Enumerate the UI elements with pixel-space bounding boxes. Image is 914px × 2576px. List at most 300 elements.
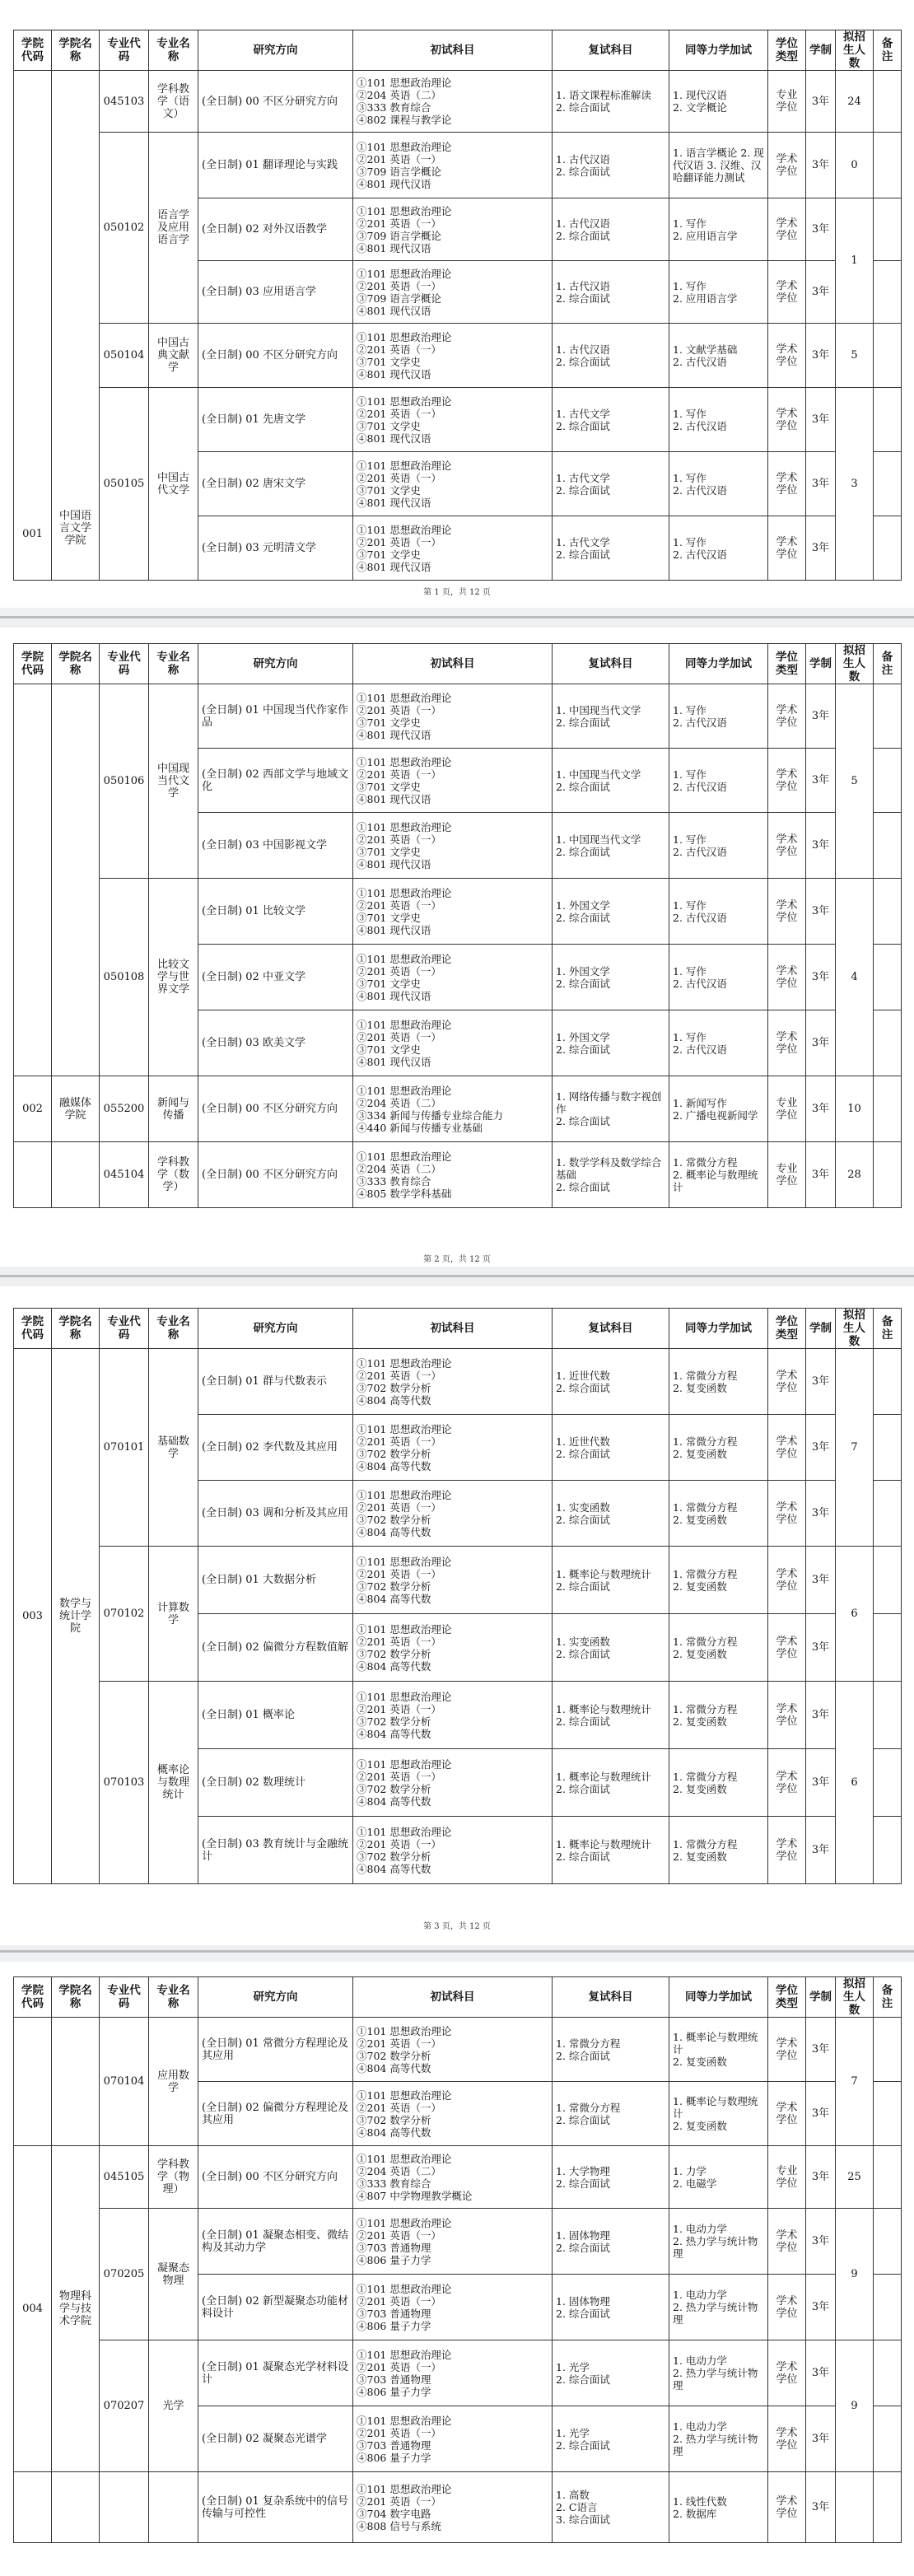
header-research-direction: 研究方向 — [198, 1977, 353, 2018]
research-direction: (全日制) 02 西部文学与地域文化 — [198, 749, 353, 813]
duration: 3年 — [806, 2406, 836, 2472]
degree-type: 专业学位 — [768, 1076, 806, 1142]
table-row — [14, 324, 902, 388]
equivalent-test: 1. 电动力学 2. 热力学与统计物理 — [669, 2340, 768, 2406]
research-direction: (全日制) 02 数理统计 — [198, 1749, 353, 1817]
duration: 3年 — [806, 388, 836, 452]
exam-subjects: ①101 思想政治理论 ②201 英语（一） ③709 语言学概论 ④801 现代汉语 — [353, 198, 553, 261]
research-direction: (全日制) 00 不区分研究方向 — [198, 1142, 353, 1208]
exam-subjects: ①101 思想政治理论 ②201 英语（一） ③703 普通物理 ④806 量子力学 — [353, 2275, 553, 2340]
header-college-name: 学院名称 — [52, 1309, 100, 1349]
equivalent-test: 1. 写作 2. 古代汉语 — [669, 945, 768, 1010]
research-direction: (全日制) 03 调和分析及其应用 — [198, 1481, 353, 1547]
retest-subjects: 1. 大学物理 2. 综合面试 — [553, 2146, 669, 2209]
retest-subjects: 1. 概率论与数理统计 2. 综合面试 — [553, 1817, 669, 1884]
major-name: 学科教学（物理） — [149, 2146, 198, 2209]
major-name: 应用数学 — [149, 2018, 198, 2146]
header-retest-subjects: 复试科目 — [553, 644, 669, 684]
equivalent-test: 1. 写作 2. 古代汉语 — [669, 452, 768, 516]
duration: 3年 — [806, 2146, 836, 2209]
degree-type: 学术学位 — [768, 324, 806, 388]
duration: 3年 — [806, 1349, 836, 1415]
major-name: 光学 — [149, 2340, 198, 2472]
exam-subjects: ①101 思想政治理论 ②201 英语（一） ③702 数学分析 ④804 高等代数 — [353, 1547, 553, 1614]
equivalent-test: 1. 常微分方程 2. 复变函数 — [669, 1614, 768, 1682]
header-duration: 学制 — [806, 30, 836, 71]
major-name-next — [149, 2472, 198, 2543]
major-code: 070207 — [100, 2340, 149, 2472]
exam-subjects: ①101 思想政治理论 ②204 英语（二） ③333 教育综合 ④802 课程与教学论 — [353, 71, 553, 133]
page-footer: 第 3 页，共 12 页 — [423, 1922, 491, 1931]
header-major-name: 专业名称 — [149, 1309, 198, 1349]
remark — [874, 133, 902, 198]
retest-subjects: 1. 实变函数 2. 综合面试 — [553, 1614, 669, 1682]
header-remark: 备注 — [874, 1309, 902, 1349]
quota: 28 — [836, 1142, 874, 1208]
header-college-name: 学院名称 — [52, 30, 100, 71]
degree-type: 学术学位 — [768, 879, 806, 945]
retest-subjects: 1. 近世代数 2. 综合面试 — [553, 1415, 669, 1481]
remark — [874, 452, 902, 516]
header-college-code: 学院代码 — [14, 644, 52, 684]
remark — [874, 1614, 902, 1682]
major-code: 050102 — [100, 133, 149, 324]
duration: 3年 — [806, 71, 836, 133]
header-duration: 学制 — [806, 644, 836, 684]
degree-type: 专业学位 — [768, 2146, 806, 2209]
degree-type: 专业学位 — [768, 71, 806, 133]
research-direction: (全日制) 02 新型凝聚态功能材料设计 — [198, 2275, 353, 2340]
equivalent-test: 1. 力学 2. 电磁学 — [669, 2146, 768, 2209]
exam-subjects: ①101 思想政治理论 ②201 英语（一） ③701 文学史 ④801 现代汉语 — [353, 684, 553, 749]
header-equivalent-test: 同等力学加试 — [669, 30, 768, 71]
degree-type: 学术学位 — [768, 1817, 806, 1884]
degree-type: 学术学位 — [768, 516, 806, 581]
retest-subjects: 1. 古代汉语 2. 综合面试 — [553, 261, 669, 324]
research-direction: (全日制) 02 对外汉语教学 — [198, 198, 353, 261]
quota: 6 — [836, 1682, 874, 1884]
quota: 4 — [836, 879, 874, 1076]
equivalent-test: 1. 写作 2. 古代汉语 — [669, 879, 768, 945]
duration: 3年 — [806, 261, 836, 324]
exam-subjects: ①101 思想政治理论 ②201 英语（一） ③701 文学史 ④801 现代汉语 — [353, 324, 553, 388]
major-code: 050105 — [100, 388, 149, 581]
remark — [874, 879, 902, 945]
header-degree-type: 学位类型 — [768, 30, 806, 71]
equivalent-test: 1. 常微分方程 2. 复变函数 — [669, 1749, 768, 1817]
exam-subjects: ①101 思想政治理论 ②201 英语（一） ③702 数学分析 ④804 高等代数 — [353, 2082, 553, 2146]
major-code: 045105 — [100, 2146, 149, 2209]
degree-type: 学术学位 — [768, 198, 806, 261]
equivalent-test: 1. 常微分方程 2. 复变函数 — [669, 1547, 768, 1614]
remark — [874, 1415, 902, 1481]
major-name: 概率论与数理统计 — [149, 1682, 198, 1884]
quota: 10 — [836, 1076, 874, 1142]
equivalent-test: 1. 新闻写作 2. 广播电视新闻学 — [669, 1076, 768, 1142]
header-duration: 学制 — [806, 1309, 836, 1349]
exam-subjects: ①101 思想政治理论 ②201 英语（一） ③702 数学分析 ④804 高等代数 — [353, 1349, 553, 1415]
retest-subjects: 1. 概率论与数理统计 2. 综合面试 — [553, 1547, 669, 1614]
retest-subjects: 1. 中国现当代文学 2. 综合面试 — [553, 749, 669, 813]
remark — [874, 2340, 902, 2406]
retest-subjects: 1. 古代汉语 2. 综合面试 — [553, 133, 669, 198]
college-code: 001 — [14, 71, 52, 581]
equivalent-test: 1. 常微分方程 2. 复变函数 — [669, 1817, 768, 1884]
header-exam-subjects: 初试科目 — [353, 1309, 553, 1349]
equivalent-test: 1. 写作 2. 古代汉语 — [669, 516, 768, 581]
equivalent-test: 1. 常微分方程 2. 概率论与数理统计 — [669, 1142, 768, 1208]
header-equivalent-test: 同等力学加试 — [669, 1977, 768, 2018]
remark — [874, 2082, 902, 2146]
duration: 3年 — [806, 198, 836, 261]
degree-type: 学术学位 — [768, 1547, 806, 1614]
remark — [874, 1010, 902, 1076]
duration: 3年 — [806, 1682, 836, 1749]
research-direction: (全日制) 01 中国现当代作家作品 — [198, 684, 353, 749]
duration: 3年 — [806, 2340, 836, 2406]
header-remark: 备注 — [874, 1977, 902, 2018]
degree-type: 学术学位 — [768, 133, 806, 198]
retest-subjects: 1. 古代文学 2. 综合面试 — [553, 388, 669, 452]
remark — [874, 749, 902, 813]
table-row — [14, 71, 902, 133]
research-direction: (全日制) 00 不区分研究方向 — [198, 324, 353, 388]
research-direction: (全日制) 02 偏微分方程数值解 — [198, 1614, 353, 1682]
header-row — [14, 30, 902, 71]
exam-subjects: ①101 思想政治理论 ②201 英语（一） ③701 文学史 ④801 现代汉语 — [353, 749, 553, 813]
table-row — [14, 388, 902, 452]
major-name: 中国古代文学 — [149, 388, 198, 581]
research-direction: (全日制) 01 凝聚态相变、微结构及其动力学 — [198, 2209, 353, 2275]
research-direction: (全日制) 01 先唐文学 — [198, 388, 353, 452]
exam-subjects: ①101 思想政治理论 ②201 英语（一） ③703 普通物理 ④806 量子力学 — [353, 2340, 553, 2406]
duration: 3年 — [806, 684, 836, 749]
research-direction: (全日制) 01 群与代数表示 — [198, 1349, 353, 1415]
remark — [874, 1349, 902, 1415]
table-row — [14, 1142, 902, 1208]
equivalent-test: 1. 电动力学 2. 热力学与统计物理 — [669, 2406, 768, 2472]
retest-subjects: 1. 近世代数 2. 综合面试 — [553, 1349, 669, 1415]
header-remark: 备注 — [874, 644, 902, 684]
degree-type: 学术学位 — [768, 388, 806, 452]
quota: 3 — [836, 388, 874, 581]
degree-type: 学术学位 — [768, 1010, 806, 1076]
header-row — [14, 1309, 902, 1349]
equivalent-test: 1. 语言学概论 2. 现代汉语 3. 汉维、汉哈翻译能力测试 — [669, 133, 768, 198]
research-direction: (全日制) 00 不区分研究方向 — [198, 71, 353, 133]
exam-subjects: ①101 思想政治理论 ②204 英语（二） ③333 教育综合 ④807 中学物理教学概论 — [353, 2146, 553, 2209]
major-name: 中国古典文献学 — [149, 324, 198, 388]
major-code: 050106 — [100, 684, 149, 879]
retest-subjects: 1. 数学学科及数学综合基础 2. 综合面试 — [553, 1142, 669, 1208]
major-code: 050108 — [100, 879, 149, 1076]
exam-subjects: ①101 思想政治理论 ②201 英语（一） ③709 语言学概论 ④801 现代汉语 — [353, 133, 553, 198]
header-major-name: 专业名称 — [149, 1977, 198, 2018]
remark — [874, 261, 902, 324]
remark — [874, 1817, 902, 1884]
major-code: 070205 — [100, 2209, 149, 2340]
retest-subjects: 1. 实变函数 2. 综合面试 — [553, 1481, 669, 1547]
college-name-next — [52, 2472, 100, 2543]
major-name: 中国现当代文学 — [149, 684, 198, 879]
page-footer: 第 1 页，共 12 页 — [423, 588, 491, 597]
header-research-direction: 研究方向 — [198, 1309, 353, 1349]
header-equivalent-test: 同等力学加试 — [669, 1309, 768, 1349]
degree-type: 学术学位 — [768, 2406, 806, 2472]
duration: 3年 — [806, 133, 836, 198]
retest-subjects: 1. 常微分方程 2. 综合面试 — [553, 2018, 669, 2082]
quota: 7 — [836, 1349, 874, 1547]
equivalent-test: 1. 概率论与数理统计 2. 复变函数 — [669, 2018, 768, 2082]
duration: 3年 — [806, 2018, 836, 2082]
retest-subjects: 1. 概率论与数理统计 2. 综合面试 — [553, 1749, 669, 1817]
retest-subjects: 1. 光学 2. 综合面试 — [553, 2340, 669, 2406]
table-row — [14, 2146, 902, 2209]
major-code: 070102 — [100, 1547, 149, 1682]
college-name: 数学与统计学院 — [52, 1349, 100, 1884]
equivalent-test: 1. 电动力学 2. 热力学与统计物理 — [669, 2275, 768, 2340]
exam-subjects: ①101 思想政治理论 ②201 英语（一） ③701 文学史 ④801 现代汉语 — [353, 388, 553, 452]
duration: 3年 — [806, 1817, 836, 1884]
header-retest-subjects: 复试科目 — [553, 1977, 669, 2018]
retest-subjects: 1. 古代汉语 2. 综合面试 — [553, 198, 669, 261]
header-major-code: 专业代码 — [100, 1309, 149, 1349]
equivalent-test: 1. 现代汉语 2. 文学概论 — [669, 71, 768, 133]
remark — [874, 2146, 902, 2209]
equivalent-test: 1. 写作 2. 应用语言学 — [669, 198, 768, 261]
remark — [874, 2018, 902, 2082]
page-separator — [0, 1275, 914, 1277]
retest-subjects: 1. 外国文学 2. 综合面试 — [553, 945, 669, 1010]
header-exam-subjects: 初试科目 — [353, 644, 553, 684]
degree-type: 学术学位 — [768, 813, 806, 879]
equivalent-test: 1. 写作 2. 应用语言学 — [669, 261, 768, 324]
exam-subjects: ①101 思想政治理论 ②201 英语（一） ③709 语言学概论 ④801 现代汉语 — [353, 261, 553, 324]
quota: 5 — [836, 324, 874, 388]
exam-subjects: ①101 思想政治理论 ②201 英语（一） ③704 数字电路 ④808 信号与系统 — [353, 2472, 553, 2543]
table-row — [14, 1682, 902, 1749]
retest-subjects: 1. 中国现当代文学 2. 综合面试 — [553, 684, 669, 749]
research-direction: (全日制) 03 元明清文学 — [198, 516, 353, 581]
duration: 3年 — [806, 1010, 836, 1076]
research-direction: (全日制) 02 偏微分方程理论及其应用 — [198, 2082, 353, 2146]
table-row — [14, 2209, 902, 2275]
retest-subjects: 1. 概率论与数理统计 2. 综合面试 — [553, 1682, 669, 1749]
equivalent-test: 1. 常微分方程 2. 复变函数 — [669, 1481, 768, 1547]
retest-subjects: 1. 网络传播与数字视创作 2. 综合面试 — [553, 1076, 669, 1142]
quota: 24 — [836, 71, 874, 133]
degree-type: 学术学位 — [768, 2275, 806, 2340]
research-direction: (全日制) 01 常微分方程理论及其应用 — [198, 2018, 353, 2082]
retest-subjects: 1. 高数 2. C语言 3. 综合面试 — [553, 2472, 669, 2543]
remark — [874, 2472, 902, 2543]
retest-subjects: 1. 中国现当代文学 2. 综合面试 — [553, 813, 669, 879]
header-quota: 拟招生人数 — [836, 1309, 874, 1349]
duration: 3年 — [806, 2082, 836, 2146]
equivalent-test: 1. 线性代数 2. 数据库 — [669, 2472, 768, 2543]
degree-type: 学术学位 — [768, 2209, 806, 2275]
header-major-code: 专业代码 — [100, 644, 149, 684]
degree-type: 学术学位 — [768, 1415, 806, 1481]
remark — [874, 198, 902, 261]
exam-subjects: ①101 思想政治理论 ②201 英语（一） ③702 数学分析 ④804 高等代数 — [353, 1481, 553, 1547]
research-direction: (全日制) 02 凝聚态光谱学 — [198, 2406, 353, 2472]
equivalent-test: 1. 写作 2. 古代汉语 — [669, 1010, 768, 1076]
page-footer: 第 2 页，共 12 页 — [423, 1255, 491, 1264]
exam-subjects: ①101 思想政治理论 ②201 英语（一） ③702 数学分析 ④804 高等代数 — [353, 2018, 553, 2082]
header-row — [14, 1977, 902, 2018]
major-name: 计算数学 — [149, 1547, 198, 1682]
research-direction: (全日制) 01 概率论 — [198, 1682, 353, 1749]
header-degree-type: 学位类型 — [768, 644, 806, 684]
degree-type: 学术学位 — [768, 1614, 806, 1682]
degree-type: 学术学位 — [768, 261, 806, 324]
table-row — [14, 133, 902, 198]
table-row — [14, 1076, 902, 1142]
equivalent-test: 1. 常微分方程 2. 复变函数 — [669, 1349, 768, 1415]
retest-subjects: 1. 固体物理 2. 综合面试 — [553, 2209, 669, 2275]
header-equivalent-test: 同等力学加试 — [669, 644, 768, 684]
major-code: 070101 — [100, 1349, 149, 1547]
research-direction: (全日制) 00 不区分研究方向 — [198, 1076, 353, 1142]
header-college-code: 学院代码 — [14, 1309, 52, 1349]
research-direction: (全日制) 01 翻译理论与实践 — [198, 133, 353, 198]
degree-type: 学术学位 — [768, 1682, 806, 1749]
research-direction: (全日制) 01 复杂系统中的信号传输与可控性 — [198, 2472, 353, 2543]
degree-type: 学术学位 — [768, 2340, 806, 2406]
duration: 3年 — [806, 2472, 836, 2543]
research-direction: (全日制) 02 中亚文学 — [198, 945, 353, 1010]
major-code: 050104 — [100, 324, 149, 388]
major-name: 比较文学与世界文学 — [149, 879, 198, 1076]
header-retest-subjects: 复试科目 — [553, 30, 669, 71]
header-retest-subjects: 复试科目 — [553, 1309, 669, 1349]
header-college-code: 学院代码 — [14, 30, 52, 71]
remark — [874, 388, 902, 452]
header-college-code: 学院代码 — [14, 1977, 52, 2018]
major-name: 凝聚态物理 — [149, 2209, 198, 2340]
duration: 3年 — [806, 945, 836, 1010]
duration: 3年 — [806, 1547, 836, 1614]
retest-subjects: 1. 古代文学 2. 综合面试 — [553, 516, 669, 581]
header-major-name: 专业名称 — [149, 30, 198, 71]
degree-type: 学术学位 — [768, 749, 806, 813]
duration: 3年 — [806, 749, 836, 813]
duration: 3年 — [806, 1614, 836, 1682]
research-direction: (全日制) 01 大数据分析 — [198, 1547, 353, 1614]
remark — [874, 945, 902, 1010]
college-code-continued — [14, 2018, 52, 2146]
research-direction: (全日制) 01 比较文学 — [198, 879, 353, 945]
quota: 6 — [836, 1547, 874, 1682]
table-row — [14, 1349, 902, 1415]
college-name-continued — [52, 2018, 100, 2146]
header-quota: 拟招生人数 — [836, 1977, 874, 2018]
header-row — [14, 644, 902, 684]
college-name-next — [52, 1142, 100, 1208]
catalog-table-page-2 — [13, 643, 902, 1208]
header-major-name: 专业名称 — [149, 644, 198, 684]
remark — [874, 2406, 902, 2472]
duration: 3年 — [806, 452, 836, 516]
equivalent-test: 1. 概率论与数理统计 2. 复变函数 — [669, 2082, 768, 2146]
duration: 3年 — [806, 2209, 836, 2275]
degree-type: 学术学位 — [768, 684, 806, 749]
exam-subjects: ①101 思想政治理论 ②201 英语（一） ③701 文学史 ④801 现代汉语 — [353, 1010, 553, 1076]
table-row — [14, 879, 902, 945]
exam-subjects: ①101 思想政治理论 ②201 英语（一） ③702 数学分析 ④804 高等代数 — [353, 1682, 553, 1749]
retest-subjects: 1. 常微分方程 2. 综合面试 — [553, 2082, 669, 2146]
degree-type: 专业学位 — [768, 1142, 806, 1208]
remark — [874, 2275, 902, 2340]
retest-subjects: 1. 外国文学 2. 综合面试 — [553, 1010, 669, 1076]
exam-subjects: ①101 思想政治理论 ②201 英语（一） ③703 普通物理 ④806 量子力学 — [353, 2406, 553, 2472]
college-name: 中国语言文学学院 — [52, 71, 100, 581]
quota: 9 — [836, 2340, 874, 2472]
exam-subjects: ①101 思想政治理论 ②201 英语（一） ③701 文学史 ④801 现代汉语 — [353, 879, 553, 945]
remark — [874, 1547, 902, 1614]
duration: 3年 — [806, 879, 836, 945]
research-direction: (全日制) 01 凝聚态光学材料设计 — [198, 2340, 353, 2406]
exam-subjects: ①101 思想政治理论 ②201 英语（一） ③702 数学分析 ④804 高等代数 — [353, 1817, 553, 1884]
quota: 0 — [836, 133, 874, 198]
page-separator — [0, 1950, 914, 1953]
college-code-continued — [14, 684, 52, 1076]
equivalent-test: 1. 电动力学 2. 热力学与统计物理 — [669, 2209, 768, 2275]
research-direction: (全日制) 03 欧美文学 — [198, 1010, 353, 1076]
quota: 7 — [836, 2018, 874, 2146]
equivalent-test: 1. 写作 2. 古代汉语 — [669, 388, 768, 452]
page-separator — [0, 616, 914, 618]
remark — [874, 324, 902, 388]
duration: 3年 — [806, 2275, 836, 2340]
degree-type: 学术学位 — [768, 1349, 806, 1415]
college-code-next — [14, 1142, 52, 1208]
college-code-next — [14, 2472, 52, 2543]
header-quota: 拟招生人数 — [836, 644, 874, 684]
catalog-table-page-3 — [13, 1308, 902, 1884]
retest-subjects: 1. 古代汉语 2. 综合面试 — [553, 324, 669, 388]
remark — [874, 2209, 902, 2275]
header-duration: 学制 — [806, 1977, 836, 2018]
major-name: 学科教学（语文） — [149, 71, 198, 133]
major-name: 学科教学（数学） — [149, 1142, 198, 1208]
exam-subjects: ①101 思想政治理论 ②201 英语（一） ③702 数学分析 ④804 高等代数 — [353, 1614, 553, 1682]
remark — [874, 1682, 902, 1749]
quota: 25 — [836, 2146, 874, 2209]
major-code: 055200 — [100, 1076, 149, 1142]
exam-subjects: ①101 思想政治理论 ②201 英语（一） ③701 文学史 ④801 现代汉语 — [353, 452, 553, 516]
remark — [874, 1749, 902, 1817]
quota: 1 — [836, 198, 874, 324]
table-row — [14, 1547, 902, 1614]
equivalent-test: 1. 文献学基础 2. 古代汉语 — [669, 324, 768, 388]
degree-type: 学术学位 — [768, 2018, 806, 2082]
major-name: 语言学及应用语言学 — [149, 133, 198, 324]
major-code: 070103 — [100, 1682, 149, 1884]
college-code: 002 — [14, 1076, 52, 1142]
equivalent-test: 1. 写作 2. 古代汉语 — [669, 749, 768, 813]
header-college-name: 学院名称 — [52, 1977, 100, 2018]
research-direction: (全日制) 02 唐宋文学 — [198, 452, 353, 516]
research-direction: (全日制) 00 不区分研究方向 — [198, 2146, 353, 2209]
exam-subjects: ①101 思想政治理论 ②201 英语（一） ③701 文学史 ④801 现代汉语 — [353, 945, 553, 1010]
exam-subjects: ①101 思想政治理论 ②201 英语（一） ③701 文学史 ④801 现代汉语 — [353, 813, 553, 879]
catalog-table-page-4 — [13, 1976, 902, 2543]
college-name-continued — [52, 684, 100, 1076]
header-degree-type: 学位类型 — [768, 1977, 806, 2018]
degree-type: 学术学位 — [768, 452, 806, 516]
